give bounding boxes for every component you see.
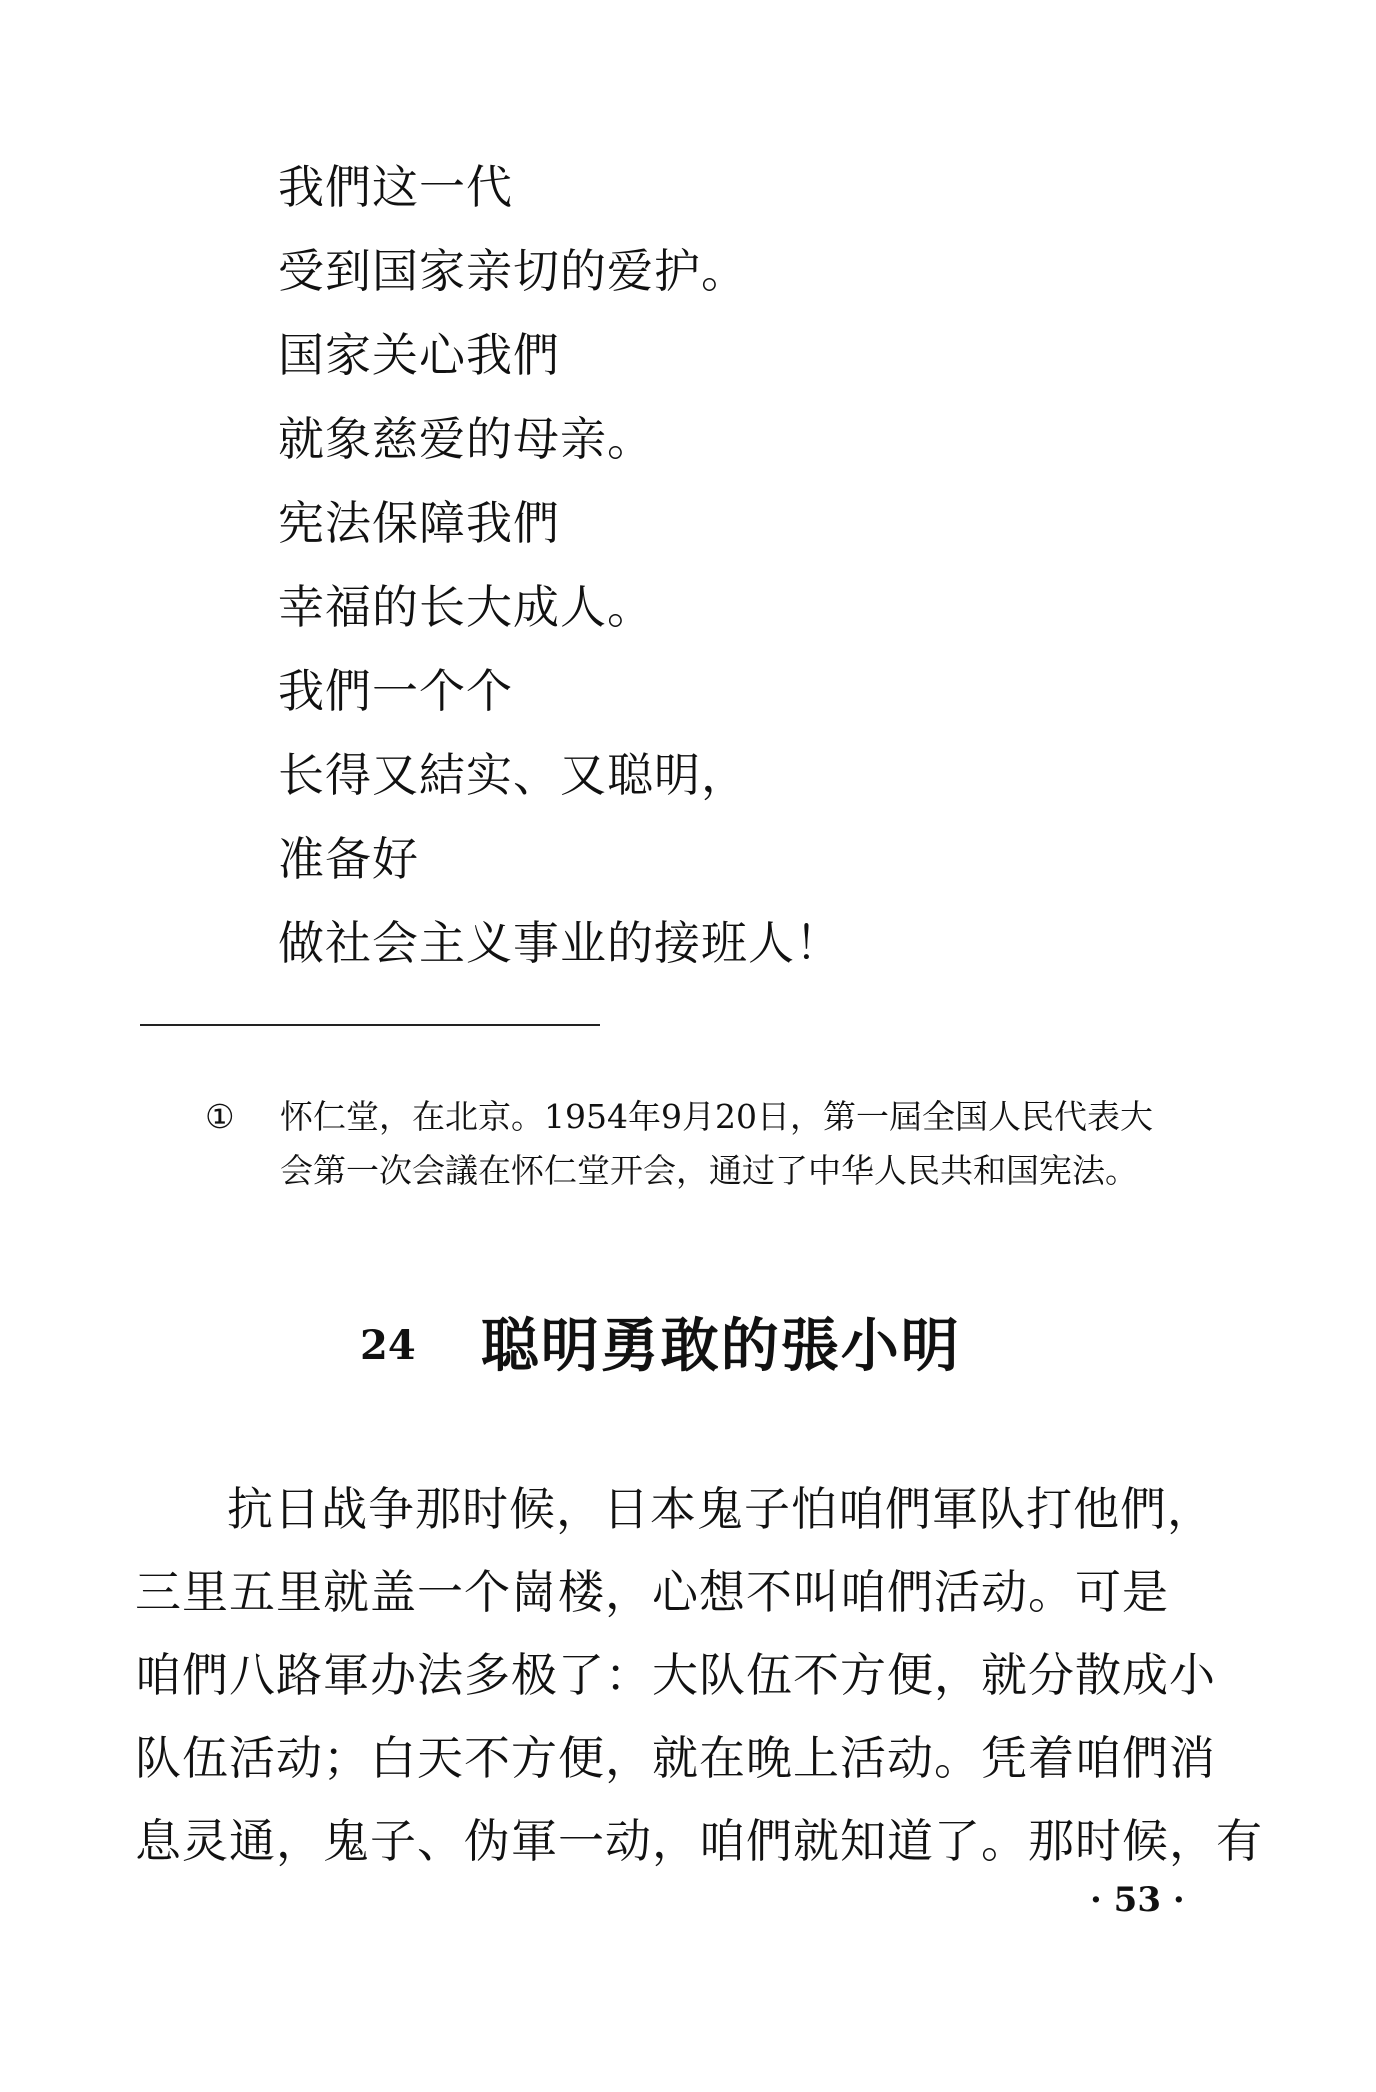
poem-line: 国家关心我們 bbox=[278, 328, 560, 382]
section-title: 聪明勇敢的張小明 bbox=[480, 1311, 961, 1380]
footnote-marker: ① bbox=[205, 1097, 235, 1136]
poem-line: 长得又結实、又聪明， bbox=[278, 748, 748, 802]
footnote-line: 会第一次会議在怀仁堂开会，通过了中华人民共和国宪法。 bbox=[280, 1151, 1138, 1190]
poem-line: 受到国家亲切的爱护。 bbox=[278, 244, 748, 298]
footnote-body bbox=[280, 1090, 1245, 1198]
body-paragraph bbox=[135, 1468, 1263, 1883]
body-line: 三里五里就盖一个崗楼，心想不叫咱們活动。可是 bbox=[135, 1565, 1169, 1619]
poem-line: 宪法保障我們 bbox=[278, 496, 560, 550]
poem-line: 做社会主义事业的接班人！ bbox=[278, 916, 842, 970]
footnote bbox=[205, 1090, 1245, 1198]
poem-line: 就象慈爱的母亲。 bbox=[278, 412, 654, 466]
poem-stanza bbox=[278, 145, 1178, 985]
body-line: 息灵通，鬼子、伪軍一动，咱們就知道了。那时候，有 bbox=[135, 1814, 1263, 1868]
page-number: · 53 · bbox=[1090, 1880, 1185, 1920]
body-line: 队伍活动；白天不方便，就在晚上活动。凭着咱們消 bbox=[135, 1731, 1216, 1785]
poem-line: 准备好 bbox=[278, 832, 419, 886]
footnote-divider bbox=[140, 1024, 600, 1026]
poem-line: 我們这一代 bbox=[278, 160, 513, 214]
poem-line: 我們一个个 bbox=[278, 664, 513, 718]
body-line: 抗日战争那时候，日本鬼子怕咱們軍队打他們， bbox=[227, 1482, 1214, 1536]
poem-line: 幸福的长大成人。 bbox=[278, 580, 654, 634]
body-line: 咱們八路軍办法多极了：大队伍不方便，就分散成小 bbox=[135, 1648, 1216, 1702]
section-number: 24 bbox=[360, 1321, 416, 1369]
section-heading bbox=[360, 1305, 961, 1385]
footnote-line: 怀仁堂，在北京。1954年9月20日，第一屆全国人民代表大 bbox=[280, 1097, 1153, 1136]
